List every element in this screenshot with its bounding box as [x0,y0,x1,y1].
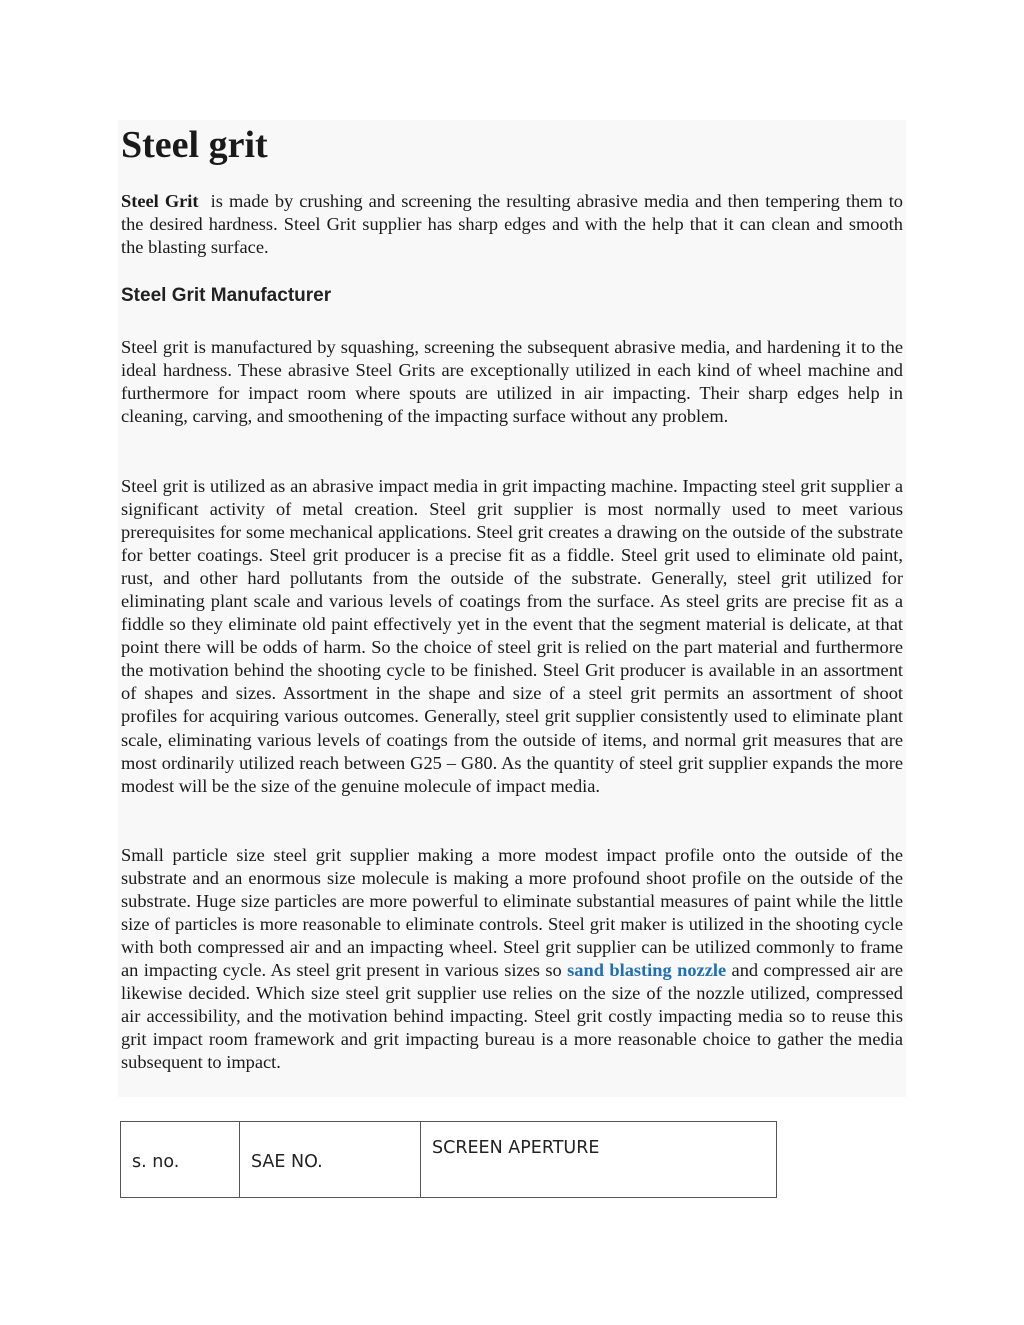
paragraph-3-text-after-link: and compressed air are likewise decided. Which size steel grit supplier use relies on the size of the nozzle utilized, compressed air accessibility, and the motivation behind impacting. Steel grit costly impacting media so to reuse this grit impact room framework and grit impacting bureau is a more reasonable choice to gather the media subsequent to impact. [121,960,904,1073]
body-paragraph-3 [121,844,903,1074]
intro-text: is made by crushing and screening the resulting abrasive media and then tempering them to the desired hardness. Steel Grit supplier has sharp edges and with the help that it can clean and smooth the blasting surface. [121,191,908,258]
page-title: Steel grit [121,124,268,166]
table-header-row [121,1122,777,1198]
header-screen-aperture: SCREEN APERTURE [421,1122,777,1198]
intro-paragraph [121,190,908,259]
header-sae-no: SAE NO. [240,1122,421,1198]
sand-blasting-nozzle-link[interactable]: sand blasting nozzle [567,960,727,981]
grit-size-table [120,1121,777,1198]
intro-term: Steel Grit [121,191,199,211]
body-paragraph-1: Steel grit is manufactured by squashing, screening the subsequent abrasive media, and hardening it to the ideal hardness. These abrasive Steel Grits are exceptionally utilized in each kind of wheel machine and furthermore for impact room where spouts are utilized in air impacting. Their sharp edges help in cleaning, carving, and smoothening of the impacting surface without any problem. [121,337,903,427]
paragraph-3-text-before-link: Small particle size steel grit supplier making a more modest impact profile onto the outside of the substrate and an enormous size molecule is making a more profound shoot profile on the outside of the substrate. Huge size particles are more powerful to eliminate substantial measures of paint while the little size of particles is more reasonable to eliminate controls. Steel grit maker is utilized in the shooting cycle with both compressed air and an impacting wheel. Steel grit supplier can be utilized commonly to frame an impacting cycle. As steel grit present in various sizes so [121,845,903,981]
header-s-no: s. no. [121,1122,240,1198]
section-heading: Steel Grit Manufacturer [121,285,332,306]
body-paragraph-2: Steel grit is utilized as an abrasive impact media in grit impacting machine. Impacting steel grit supplier a significant activity of metal creation. Steel grit supplier is most normally used to meet various prerequisites for some mechanical applications. Steel grit creates a drawing on the outside of the substrate for better coatings. Steel grit producer is a precise fit as a fiddle. Steel grit used to eliminate old paint, rust, and other hard pollutants from the outside of the substrate. Generally, steel grit utilized for eliminating plant scale and various levels of coatings from the surface. As steel grits are precise fit as a fiddle so they eliminate old paint effectively yet in the event that the segment material is delicate, at that point there will be odds of harm. So the choice of steel grit is relied on the part material and furthermore the motivation behind the shooting cycle to be finished. Steel Grit producer is available in an assortment of shapes and sizes. Assortment in the shape and size of a steel grit permits an assortment of shoot profiles for acquiring various outcomes. Generally, steel grit supplier consistently used to eliminate plant scale, eliminating various levels of coatings from the outside of items, and normal grit measures that are most ordinarily utilized reach between G25 – G80. As the quantity of steel grit supplier expands the more modest will be the size of the genuine molecule of impact media. [121,476,903,796]
